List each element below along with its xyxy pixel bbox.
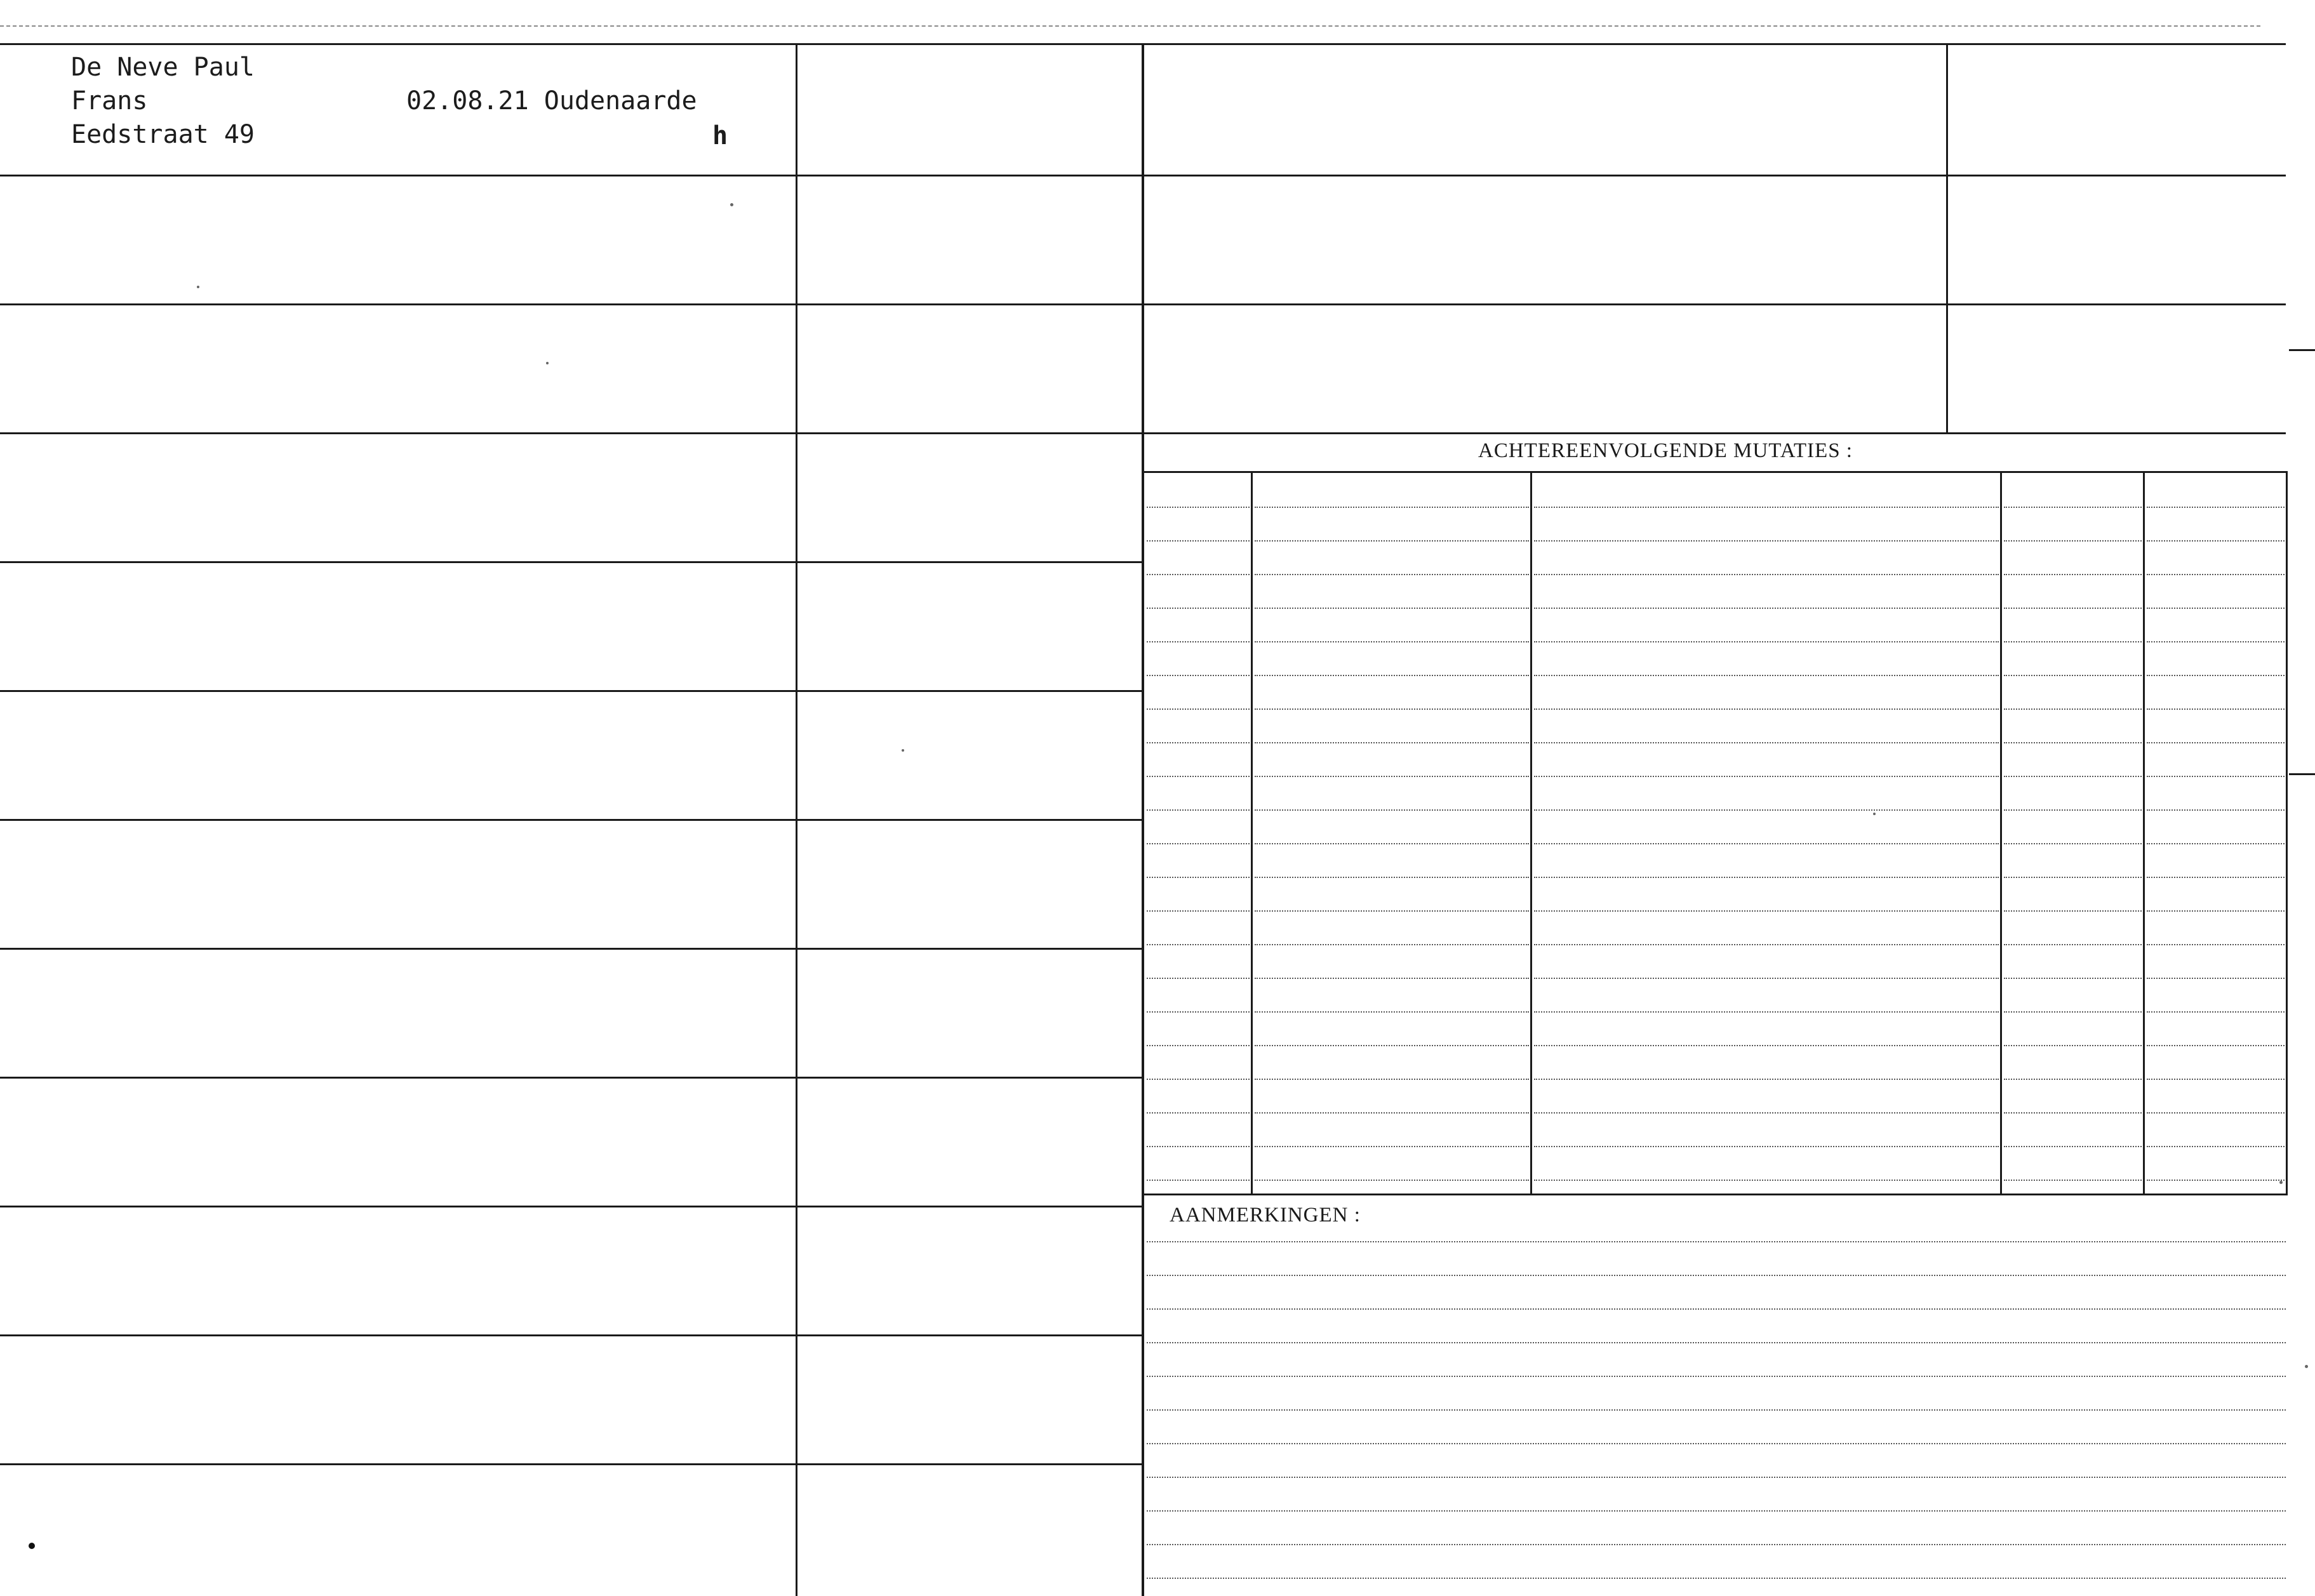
ruled-line: [2147, 978, 2285, 979]
ruled-line: [1255, 708, 1529, 710]
ruled-line: [1147, 1376, 2286, 1377]
ruled-line: [1534, 843, 1999, 844]
person-given-name: Frans: [71, 86, 148, 116]
ruled-line: [1255, 608, 1529, 609]
ruled-line: [2147, 877, 2285, 878]
ruled-line: [2004, 608, 2142, 609]
ruled-line: [1147, 1011, 1250, 1013]
remarks-heading: AANMERKINGEN :: [1170, 1204, 1361, 1227]
ruled-line: [2147, 776, 2285, 777]
ruled-line: [1147, 910, 1250, 912]
ruled-line: [2147, 944, 2285, 945]
ruled-line: [1147, 1578, 2286, 1579]
ruled-line: [2004, 1045, 2142, 1046]
ruled-line: [1147, 978, 1250, 979]
ruled-line: [1534, 608, 1999, 609]
ruled-line: [1147, 809, 1250, 811]
ruled-line: [1255, 1079, 1529, 1080]
ruled-line: [2004, 507, 2142, 508]
ruled-line: [1534, 877, 1999, 878]
ruled-line: [1147, 574, 1250, 575]
ruled-line: [1255, 507, 1529, 508]
ruled-line: [1147, 675, 1250, 676]
ruled-line: [2147, 1045, 2285, 1046]
ruled-line: [2004, 1180, 2142, 1181]
ruled-line: [2147, 641, 2285, 642]
ruled-line: [1147, 1146, 1250, 1147]
ruled-line: [1255, 1146, 1529, 1147]
ruled-line: [1147, 1510, 2286, 1512]
ruled-line: [1255, 540, 1529, 542]
ruled-line: [1255, 944, 1529, 945]
ruled-line: [1147, 507, 1250, 508]
ruled-line: [1534, 708, 1999, 710]
ruled-line: [2147, 574, 2285, 575]
ruled-line: [1147, 708, 1250, 710]
ruled-line: [2147, 809, 2285, 811]
ruled-line: [1255, 776, 1529, 777]
ruled-line: [1534, 675, 1999, 676]
ruled-line: [2004, 708, 2142, 710]
ruled-line: [2004, 776, 2142, 777]
ruled-line: [2147, 675, 2285, 676]
ruled-line: [1147, 1342, 2286, 1343]
record-mark: h: [712, 121, 728, 150]
ruled-line: [1147, 1409, 2286, 1411]
ruled-line: [1534, 574, 1999, 575]
ruled-line: [1534, 776, 1999, 777]
ruled-line: [1255, 809, 1529, 811]
ruled-line: [1147, 1308, 2286, 1310]
column-divider-1: [796, 44, 797, 1596]
ruled-line: [2004, 1011, 2142, 1013]
ruled-line: [1255, 1112, 1529, 1114]
ruled-line: [1147, 1079, 1250, 1080]
ruled-line: [1534, 1045, 1999, 1046]
ruled-line: [1534, 742, 1999, 743]
ruled-line: [2147, 1146, 2285, 1147]
ruled-line: [1147, 1544, 2286, 1545]
ruled-line: [1534, 1112, 1999, 1114]
ruled-line: [1147, 843, 1250, 844]
ruled-line: [1255, 742, 1529, 743]
person-address: Eedstraat 49: [71, 120, 255, 149]
ruled-line: [1534, 1180, 1999, 1181]
ruled-line: [1147, 742, 1250, 743]
ruled-line: [1147, 877, 1250, 878]
ruled-line: [2147, 540, 2285, 542]
person-name: De Neve Paul: [71, 53, 255, 82]
ruled-line: [1147, 776, 1250, 777]
ruled-line: [1147, 1477, 2286, 1478]
mutations-heading: ACHTEREENVOLGENDE MUTATIES :: [1478, 439, 1853, 462]
ruled-line: [1534, 1146, 1999, 1147]
ruled-line: [1255, 675, 1529, 676]
ruled-line: [2004, 540, 2142, 542]
ruled-line: [1147, 540, 1250, 542]
ruled-line: [2147, 1079, 2285, 1080]
ruled-line: [2004, 574, 2142, 575]
ruled-line: [1255, 641, 1529, 642]
ruled-line: [2147, 1112, 2285, 1114]
ruled-line: [1147, 1180, 1250, 1181]
ruled-line: [2147, 708, 2285, 710]
ruled-line: [1147, 1275, 2286, 1276]
ruled-line: [2004, 641, 2142, 642]
ruled-line: [1255, 910, 1529, 912]
ruled-line: [2147, 910, 2285, 912]
ruled-line: [2004, 944, 2142, 945]
ruled-line: [1255, 1045, 1529, 1046]
ruled-line: [1255, 978, 1529, 979]
ruled-line: [1147, 1443, 2286, 1444]
ruled-line: [1255, 877, 1529, 878]
ruled-line: [2004, 809, 2142, 811]
ruled-line: [2004, 1079, 2142, 1080]
ruled-line: [2004, 910, 2142, 912]
ruled-line: [2147, 843, 2285, 844]
ruled-line: [1147, 944, 1250, 945]
ruled-line: [2147, 507, 2285, 508]
birth-date-place: 02.08.21 Oudenaarde: [406, 86, 697, 116]
top-edge-noise: [0, 25, 2260, 27]
ruled-line: [1534, 978, 1999, 979]
ruled-line: [2004, 742, 2142, 743]
ruled-line: [2147, 1180, 2285, 1181]
ruled-line: [2147, 1011, 2285, 1013]
ruled-line: [1534, 641, 1999, 642]
ruled-line: [1534, 944, 1999, 945]
ruled-line: [1255, 574, 1529, 575]
ruled-line: [2004, 978, 2142, 979]
ruled-line: [2004, 1112, 2142, 1114]
ruled-line: [2147, 742, 2285, 743]
ruled-line: [1534, 540, 1999, 542]
ruled-line: [1255, 843, 1529, 844]
ruled-line: [1147, 1241, 2286, 1242]
ruled-line: [1534, 1011, 1999, 1013]
ruled-line: [1534, 809, 1999, 811]
ruled-line: [2004, 843, 2142, 844]
ruled-line: [1255, 1180, 1529, 1181]
ruled-line: [1147, 641, 1250, 642]
ruled-line: [1147, 1045, 1250, 1046]
ruled-line: [2004, 675, 2142, 676]
ruled-line: [2004, 877, 2142, 878]
ruled-line: [1534, 1079, 1999, 1080]
ruled-line: [2147, 608, 2285, 609]
column-divider-2: [1142, 44, 1144, 1596]
ruled-line: [2004, 1146, 2142, 1147]
ruled-line: [1534, 910, 1999, 912]
ruled-line: [1255, 1011, 1529, 1013]
ruled-line: [1147, 1112, 1250, 1114]
ruled-line: [1534, 507, 1999, 508]
ruled-line: [1147, 608, 1250, 609]
